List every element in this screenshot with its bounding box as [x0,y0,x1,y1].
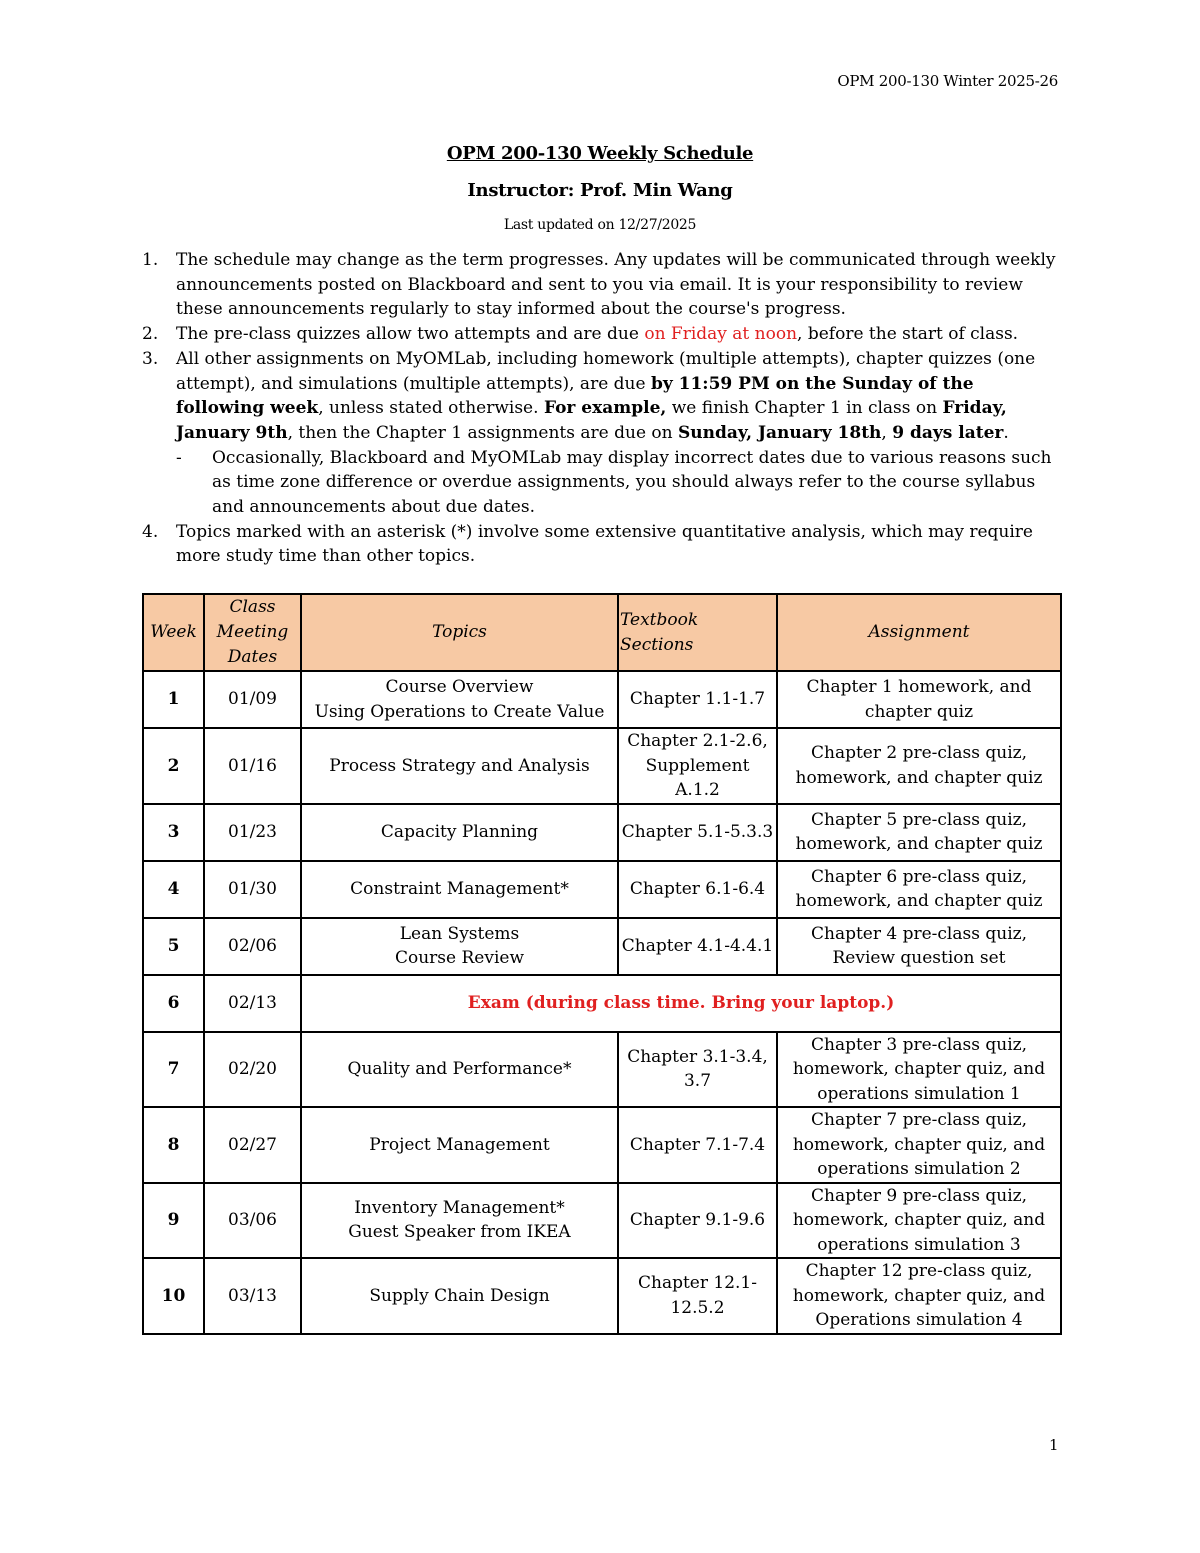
assignment-cell [777,1258,1061,1334]
assignment-cell-line: homework, chapter quiz, and [792,1210,1046,1230]
topic-cell [301,804,618,861]
page-number: 1 [1049,1436,1059,1454]
note-text: we finish Chapter 1 in class on [666,398,943,419]
note-text: Occasionally, Blackboard and MyOMLab may display incorrect dates due to various reasons such as time zone difference or overdue assignments, you should always refer to the course syllabus and announcements about due dates. [212,447,1052,518]
week-cell [143,861,204,918]
assignment-cell-line: homework, chapter quiz, and [792,1134,1046,1155]
instructor-line: Instructor: Prof. Min Wang [467,180,733,201]
topic-cell-line: Constraint Management* [350,878,569,899]
date-cell-line: 01/23 [228,821,277,842]
note-bold: by 11:59 PM on the Sunday of the following week [176,373,974,419]
assignment-cell [777,861,1061,918]
textbook-cell-line: Chapter 5.1-5.3.3 [621,821,774,842]
textbook-cell-line: Chapter 1.1-1.7 [629,689,766,710]
textbook-cell-line: Chapter 3.1-3.4, [627,1046,768,1067]
table-row [143,1258,1061,1334]
textbook-cell [618,1032,777,1108]
textbook-cell-line: 3.7 [683,1071,712,1092]
assignment-cell [777,1183,1061,1259]
topic-cell [301,1183,618,1259]
assignment-cell-line: operations simulation 2 [817,1159,1021,1179]
note-number: 3. [142,348,159,369]
date-cell [204,1032,301,1108]
page-title: OPM 200-130 Weekly Schedule [446,143,754,164]
week-cell [143,1183,204,1259]
topic-cell-line: Inventory Management* [354,1197,565,1218]
table-row [143,1183,1061,1259]
note-text: , [881,422,893,443]
table-row [143,861,1061,918]
textbook-cell-line: Supplement A.1.2 [645,755,750,800]
topic-cell-line: Course Overview [385,677,534,697]
date-cell-line: 01/16 [228,755,277,776]
topic-cell [301,918,618,975]
date-cell [204,728,301,804]
note-4 [142,520,1062,569]
week-cell [143,728,204,804]
header-topics: Topics [301,594,618,671]
note-bold: 9 days later [892,422,1004,443]
last-updated: Last updated on 12/27/2025 [503,217,697,233]
textbook-cell [618,804,777,861]
week-cell-line: 3 [167,821,180,842]
date-cell-line: 02/06 [228,935,277,956]
note-text: , unless stated otherwise. [318,398,544,419]
assignment-cell-line: Chapter 3 pre-class quiz, [810,1034,1027,1055]
schedule-table [142,593,1062,1335]
header-textbook-sections: Textbook Sections [618,594,777,671]
assignment-cell-line: Review question set [832,948,1006,968]
textbook-cell-line: Chapter 2.1-2.6, [627,731,768,751]
table-row [143,728,1061,804]
assignment-cell-line: homework, chapter quiz, and [792,1059,1046,1079]
topic-cell-line: Quality and Performance* [347,1059,572,1079]
date-cell-line: 03/06 [228,1210,277,1230]
assignment-cell-line: Chapter 1 homework, and [806,677,1032,697]
textbook-cell [618,861,777,918]
note-3 [142,347,1062,446]
assignment-cell-line: Chapter 5 pre-class quiz, [810,809,1027,830]
assignment-cell [777,671,1061,728]
textbook-cell [618,671,777,728]
textbook-cell [618,728,777,804]
date-cell-line: 01/09 [228,689,277,710]
assignment-cell [777,728,1061,804]
note-bold: For example, [543,398,667,419]
topic-cell-line: Capacity Planning [380,821,539,842]
assignment-cell-line: Operations simulation 4 [815,1310,1023,1330]
note-number: 4. [142,521,159,542]
topic-cell-line: Process Strategy and Analysis [329,755,590,776]
assignment-cell-line: homework, and chapter quiz [795,891,1043,911]
topic-cell-line: Lean Systems [399,923,520,944]
assignment-cell-line: chapter quiz [864,701,974,722]
assignment-cell-line: operations simulation 3 [817,1234,1021,1255]
week-cell [143,804,204,861]
header-line: Class [229,597,276,617]
note-2 [142,322,1062,347]
week-cell [143,918,204,975]
note-text: , then the Chapter 1 assignments are due on [287,422,679,443]
textbook-cell [618,918,777,975]
date-cell [204,804,301,861]
table-row [143,975,1061,1032]
topic-cell-line: Course Review [394,948,525,968]
textbook-cell-line: Chapter 9.1-9.6 [629,1210,766,1230]
date-cell [204,918,301,975]
table-row [143,918,1061,975]
week-cell-line: 10 [161,1285,186,1306]
week-cell-line: 7 [167,1059,180,1079]
date-cell [204,861,301,918]
week-cell-line: 5 [167,935,180,956]
assignment-cell-line: homework, chapter quiz, and [792,1285,1046,1306]
week-cell [143,1032,204,1108]
date-cell [204,1107,301,1183]
assignment-cell-line: Chapter 7 pre-class quiz, [810,1110,1027,1130]
textbook-cell-line: Chapter 7.1-7.4 [629,1134,766,1155]
assignment-cell [777,804,1061,861]
assignment-cell-line: Chapter 9 pre-class quiz, [810,1185,1027,1206]
table-row [143,1032,1061,1108]
date-cell [204,671,301,728]
topic-cell-line: Project Management [369,1134,550,1155]
note-1 [142,248,1062,322]
date-cell-line: 02/27 [228,1134,277,1155]
textbook-cell-line: Chapter 12.1- [638,1273,757,1294]
textbook-cell-line: Chapter 4.1-4.4.1 [621,935,774,956]
notes-list [142,248,1062,569]
week-cell [143,671,204,728]
topic-cell-line: Guest Speaker from IKEA [348,1222,571,1243]
week-cell [143,1107,204,1183]
header-class-meeting-dates [204,594,301,671]
week-cell-line: 2 [167,755,180,776]
week-cell-line: 1 [167,689,180,710]
assignment-cell-line: Chapter 12 pre-class quiz, [805,1261,1033,1281]
note-number: 1. [142,250,159,270]
date-cell-line: 02/20 [228,1059,277,1079]
topic-cell [301,728,618,804]
note-text: , before the start of class. [797,324,1019,345]
assignment-cell [777,918,1061,975]
date-cell-line: 03/13 [228,1285,277,1306]
assignment-cell-line: operations simulation 1 [817,1083,1021,1104]
topic-cell [301,861,618,918]
header-course-term: OPM 200-130 Winter 2025-26 [837,72,1058,90]
date-cell [204,1258,301,1334]
topic-cell-line: Using Operations to Create Value [314,701,605,722]
exam-cell-line: Exam (during class time. Bring your laptop.) [467,992,895,1013]
assignment-cell-line: homework, and chapter quiz [795,767,1043,788]
note-number: 2. [142,324,159,345]
note-bold: Friday, January 9th [176,398,1007,443]
header-line: Dates [227,647,278,667]
topic-cell-line: Supply Chain Design [369,1285,550,1306]
table-row [143,804,1061,861]
date-cell-line: 02/13 [228,992,277,1013]
date-cell [204,975,301,1032]
note-text: The schedule may change as the term progresses. Any updates will be communicated through weekly announcements posted on Blackboard and sent to you via email. It is your responsibility to review these announcements regularly to stay informed about the course's progress. [176,250,1056,320]
topic-cell [301,1258,618,1334]
textbook-cell [618,1183,777,1259]
exam-cell [301,975,1061,1032]
assignment-cell-line: Chapter 4 pre-class quiz, [810,923,1027,944]
note-text: Topics marked with an asterisk (*) involve some extensive quantitative analysis, which may require more study time than other topics. [176,521,1033,567]
week-cell [143,1258,204,1334]
topic-cell [301,671,618,728]
assignment-cell [777,1032,1061,1108]
week-cell-line: 6 [167,992,180,1013]
header-line: Meeting [216,622,289,642]
textbook-cell-line: Chapter 6.1-6.4 [629,878,766,899]
assignment-cell [777,1107,1061,1183]
week-cell [143,975,204,1032]
note-highlight: on Friday at noon [644,324,798,345]
header-assignment: Assignment [777,594,1061,671]
week-cell-line: 4 [167,878,180,899]
table-header-row [143,594,1061,671]
textbook-cell [618,1258,777,1334]
assignment-cell-line: homework, and chapter quiz [795,834,1043,854]
textbook-cell [618,1107,777,1183]
week-cell-line: 9 [167,1210,180,1230]
note-3-sub [142,446,1062,520]
week-cell-line: 8 [167,1134,180,1155]
table-row [143,671,1061,728]
note-bold: Sunday, January 18th [678,422,882,443]
header-week: Week [143,594,204,671]
date-cell-line: 01/30 [228,878,277,899]
note-text: . [1003,422,1009,443]
textbook-cell-line: 12.5.2 [670,1297,725,1318]
assignment-cell-line: Chapter 6 pre-class quiz, [810,866,1027,887]
note-text: All other assignments on MyOMLab, including homework (multiple attempts), chapter quizzes (one attempt), and simulations (multiple attempts), are due [176,348,1036,394]
sub-dash: - [176,447,182,468]
date-cell [204,1183,301,1259]
table-row [143,1107,1061,1183]
note-text: The pre-class quizzes allow two attempts and are due [176,324,645,345]
assignment-cell-line: Chapter 2 pre-class quiz, [810,743,1027,764]
topic-cell [301,1107,618,1183]
topic-cell [301,1032,618,1108]
